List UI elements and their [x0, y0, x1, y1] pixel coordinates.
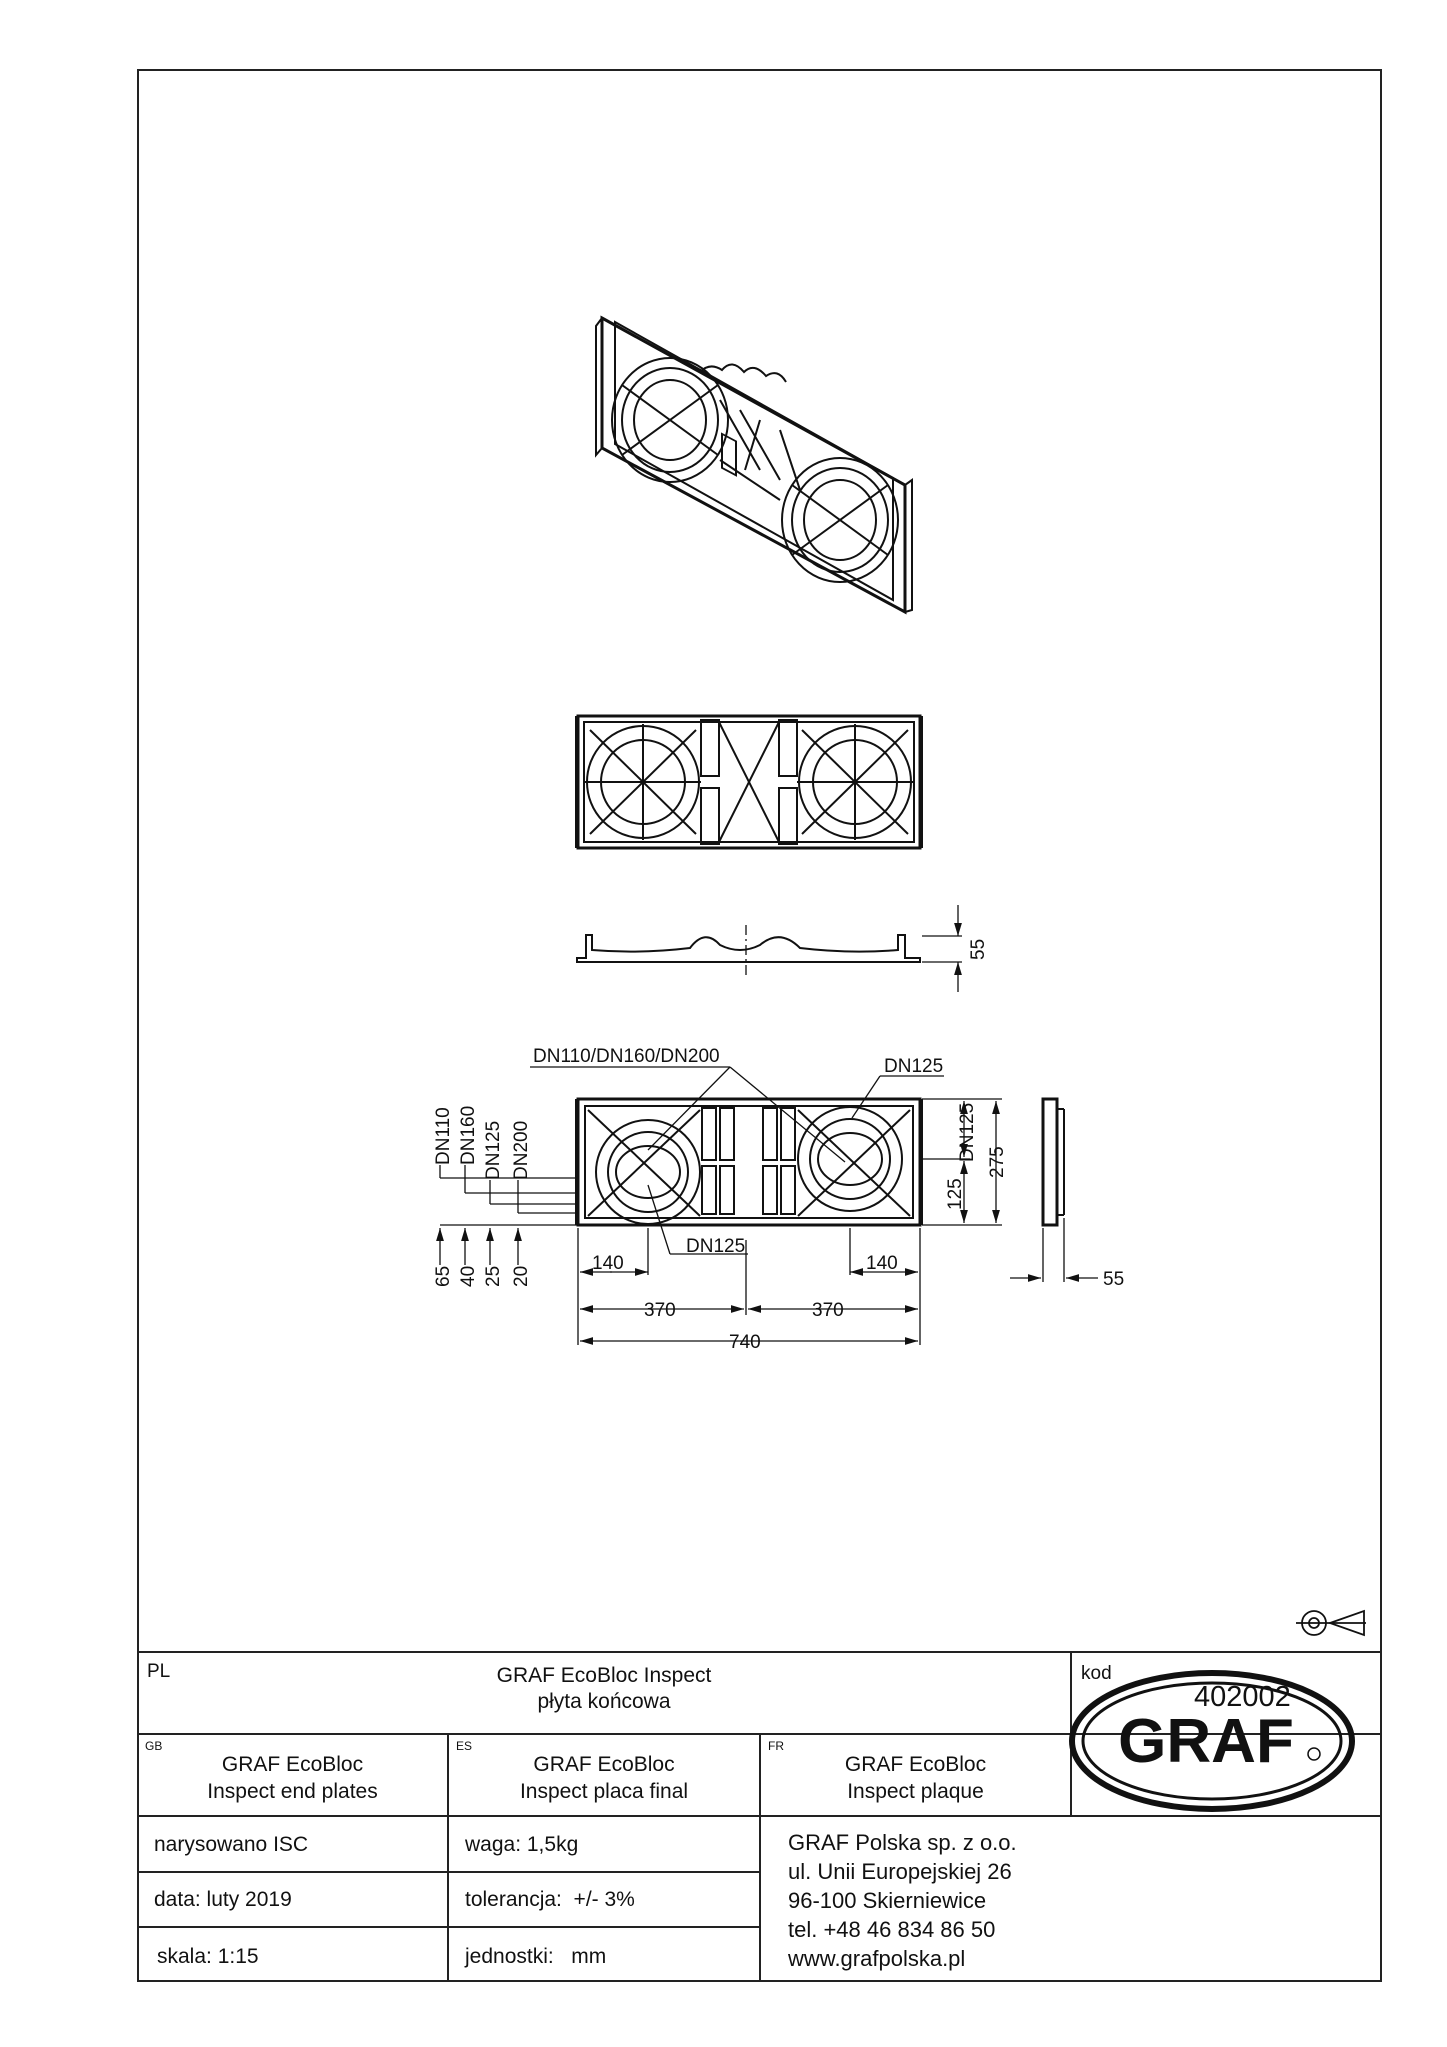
pl-title-line1: GRAF EcoBloc Inspect — [496, 1664, 712, 1687]
weight: waga: 1,5kg — [465, 1833, 579, 1856]
gb-title-line2: Inspect end plates — [207, 1780, 378, 1803]
iso-ring-right — [782, 458, 898, 582]
fr-title — [760, 1751, 1071, 1805]
dn110-vertical-label: DN110 — [433, 1107, 454, 1165]
company-web: www.grafpolska.pl — [788, 1946, 966, 1971]
projection-symbol — [1296, 1611, 1366, 1635]
fr-title-line1: GRAF EcoBloc — [844, 1753, 987, 1776]
kod-label: kod — [1081, 1663, 1112, 1684]
dn125-top-label: DN125 — [884, 1056, 944, 1077]
units: jednostki: mm — [465, 1945, 607, 1968]
title-block — [137, 1651, 1382, 1982]
side-thickness-dim: 55 — [1103, 1269, 1125, 1290]
height-20-label: 20 — [511, 1265, 532, 1287]
section-view — [577, 905, 962, 992]
company-street: ul. Unii Europejskiej 26 — [788, 1859, 1012, 1884]
height-40-label: 40 — [458, 1265, 479, 1287]
company-phone: tel. +48 46 834 86 50 — [788, 1917, 996, 1942]
company-address — [788, 1828, 1017, 1973]
isometric-view — [596, 318, 912, 612]
height-65-label: 65 — [433, 1265, 454, 1287]
pl-lang-code: PL — [147, 1661, 171, 1682]
dn200-vertical-label: DN200 — [511, 1120, 532, 1180]
gb-title — [137, 1751, 448, 1805]
section-height-dim: 55 — [968, 938, 989, 960]
dn125-vertical-label: DN125 — [483, 1120, 504, 1180]
drawing-scale: skala: 1:15 — [157, 1945, 259, 1968]
fr-title-line2: Inspect plaque — [847, 1780, 984, 1803]
height-25-label: 25 — [483, 1265, 504, 1287]
dim-right-140: 140 — [866, 1253, 898, 1274]
front-view — [576, 1099, 922, 1225]
pl-title-line2: płyta końcowa — [537, 1690, 671, 1713]
iso-ring-left — [612, 358, 728, 482]
dim-half-right-370: 370 — [812, 1300, 844, 1321]
gb-lang-code: GB — [145, 1739, 163, 1753]
top-view — [576, 716, 922, 848]
drawing-date: data: luty 2019 — [154, 1888, 292, 1911]
dim-total-740: 740 — [729, 1332, 761, 1353]
tolerance: tolerancja: +/- 3% — [465, 1888, 635, 1911]
es-title — [448, 1751, 760, 1805]
dim-right-125: 125 — [945, 1178, 966, 1210]
dn-group-label: DN110/DN160/DN200 — [533, 1046, 720, 1067]
kod-value: 402002 — [1194, 1681, 1291, 1713]
graf-logo — [1067, 1668, 1357, 1814]
dim-total-275: 275 — [987, 1146, 1008, 1178]
svg-text:GRAF: GRAF — [1118, 1707, 1294, 1776]
dim-half-left-370: 370 — [644, 1300, 676, 1321]
gb-title-line1: GRAF EcoBloc — [221, 1753, 364, 1776]
company-city: 96-100 Skierniewice — [788, 1888, 987, 1913]
pl-title — [137, 1663, 1071, 1715]
dn125-center-label: DN125 — [686, 1236, 746, 1257]
fr-lang-code: FR — [768, 1739, 784, 1753]
drawn-by: narysowano ISC — [154, 1833, 309, 1856]
dim-left-140: 140 — [592, 1253, 624, 1274]
es-title-line1: GRAF EcoBloc — [533, 1753, 675, 1776]
dim-right-dn125: DN125 — [957, 1102, 978, 1162]
company-name: GRAF Polska sp. z o.o. — [788, 1830, 1017, 1855]
side-view — [1010, 1099, 1098, 1282]
es-title-line2: Inspect placa final — [519, 1780, 689, 1803]
dn160-vertical-label: DN160 — [458, 1105, 479, 1165]
es-lang-code: ES — [456, 1739, 473, 1753]
